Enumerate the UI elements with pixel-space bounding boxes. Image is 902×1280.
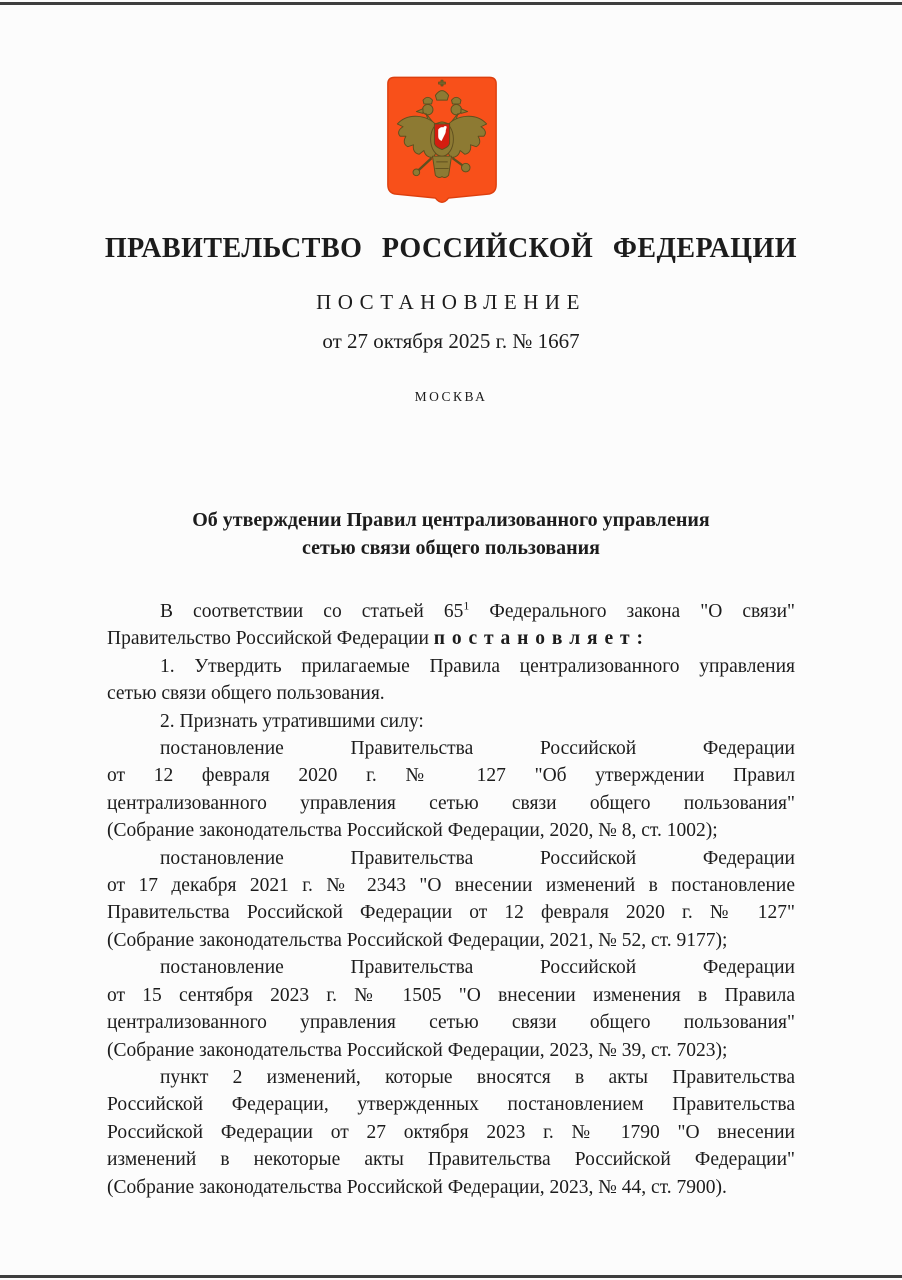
body-line: постановление Правительства Российской Федерации [160,847,795,869]
body-line [107,625,795,652]
page-top-rule [0,2,902,5]
body-line: от 17 декабря 2021 г. № 2343 "О внесении изменений в постановление [107,875,795,897]
body-paragraph [107,708,795,735]
preamble-text: В соответствии со статьей 65 [160,601,464,622]
body-paragraph [107,653,795,708]
preamble-text: Правительство Российской Федерации [107,628,434,650]
authority-title: ПРАВИТЕЛЬСТВО РОССИЙСКОЙ ФЕДЕРАЦИИ [104,233,798,264]
document-title [107,506,795,562]
body-line: сетью связи общего пользования. [107,683,385,705]
body-paragraph [107,845,795,955]
body-line: Правительства Российской Федерации от 12 февраля 2020 г. № 127" [107,902,795,924]
body-paragraph [107,735,795,845]
body-paragraph [107,954,795,1064]
document-title-line2: сетью связи общего пользования [302,537,600,559]
body-line: (Собрание законодательства Российской Федерации, 2023, № 39, ст. 7023); [107,1039,728,1061]
preamble-text: Федерального закона "О связи" [469,601,795,622]
resolves-emphasis: п о с т а н о в л я е т : [433,628,644,650]
body-line: от 12 февраля 2020 г. № 127 "Об утверждении Правил [107,765,795,787]
document-title-line1: Об утверждении Правил централизованного управления [192,509,710,531]
body-line: (Собрание законодательства Российской Федерации, 2020, № 8, ст. 1002); [107,820,718,842]
body-line: Российской Федерации от 27 октября 2023 г. № 1790 "О внесении [107,1121,795,1143]
body-line: 1. Утвердить прилагаемые Правила централизованного управления [160,655,795,677]
coat-of-arms [385,74,499,208]
date-and-number-line: от 27 октября 2025 г. № 1667 [322,329,580,353]
body-line: пункт 2 изменений, которые вносятся в акты Правительства [160,1066,795,1088]
page-bottom-rule [0,1275,902,1278]
body-line: (Собрание законодательства Российской Федерации, 2021, № 52, ст. 9177); [107,929,728,951]
body-line: Российской Федерации, утвержденных постановлением Правительства [107,1094,795,1116]
body-line: постановление Правительства Российской Федерации [160,738,795,760]
body-paragraph [107,1064,795,1201]
body-line: от 15 сентября 2023 г. № 1505 "О внесении изменения в Правила [107,984,795,1006]
body-line: централизованного управления сетью связи общего пользования" [107,1012,795,1034]
body-line: централизованного управления сетью связи общего пользования" [107,792,795,814]
document-type-heading: ПОСТАНОВЛЕНИЕ [316,290,586,314]
body-line: постановление Правительства Российской Федерации [160,957,795,979]
city-label: МОСКВА [414,389,488,404]
document-body [107,598,795,1201]
body-line: изменений в некоторые акты Правительства Российской Федерации" [107,1149,795,1171]
russian-coat-of-arms-icon [385,74,499,208]
body-line [107,598,795,625]
body-line: (Собрание законодательства Российской Федерации, 2023, № 44, ст. 7900). [107,1176,727,1198]
body-paragraph-preamble [107,598,795,653]
footnote-superscript: 1 [463,598,470,613]
body-line: 2. Признать утратившими силу: [160,710,424,732]
